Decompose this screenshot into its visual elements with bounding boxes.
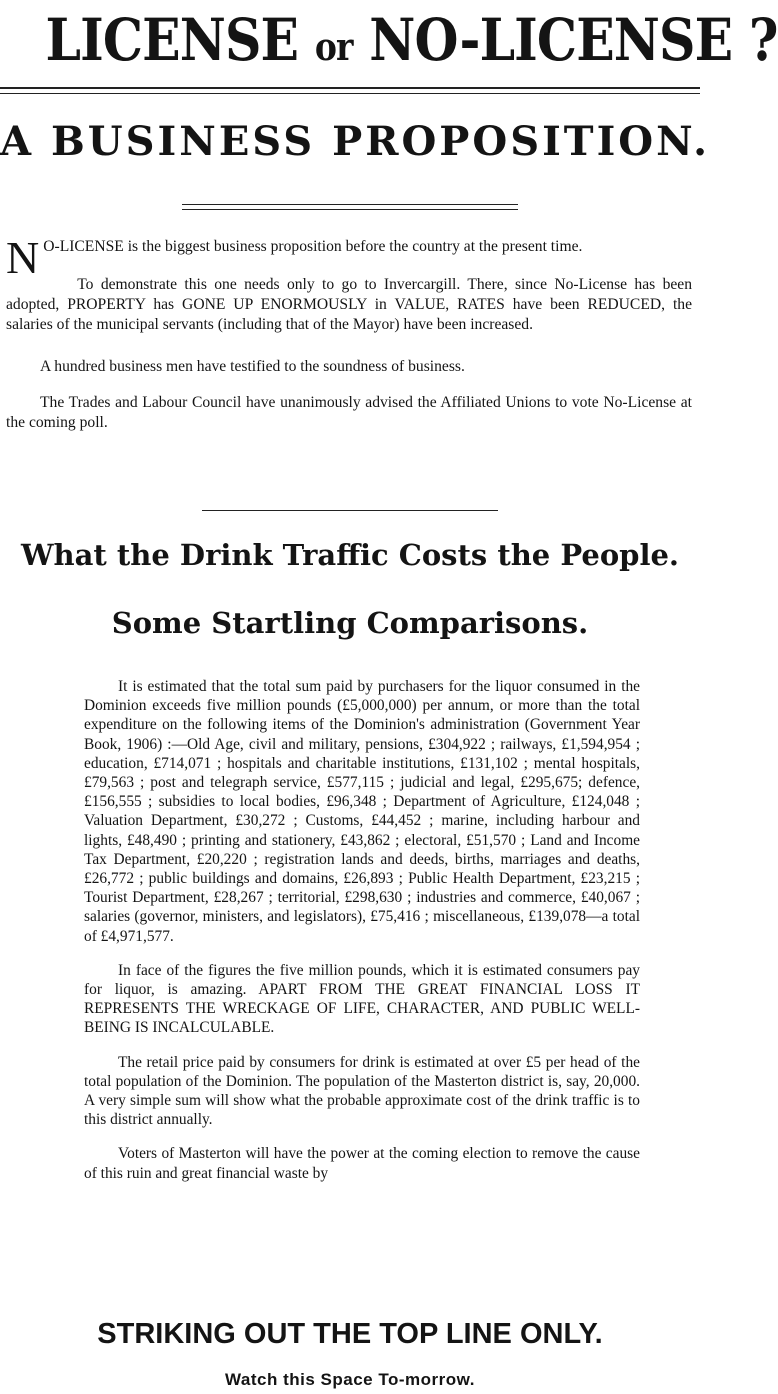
intro-paragraph-3: A hundred business men have testified to the soundness of business. xyxy=(40,358,465,375)
subheadline: A BUSINESS PROPOSITION. xyxy=(0,118,711,165)
headline-or: or xyxy=(314,24,353,69)
body-text xyxy=(84,677,640,1183)
body-paragraph-4: Voters of Masterton will have the power at the coming election to remove the cause of this ruin and great financial waste by xyxy=(84,1145,640,1182)
intro-paragraph-4: The Trades and Labour Council have unanimously advised the Affiliated Unions to vote No-License at the coming poll. xyxy=(6,394,692,431)
intro-paragraph-1 xyxy=(6,232,692,283)
section-divider xyxy=(202,510,498,511)
headline-part2: NO-LICENSE ? xyxy=(369,6,778,74)
body-paragraph-3: The retail price paid by consumers for drink is estimated at over £5 per head of the total population of the Dominion. The population of the Masterton district is, say, 20,000. A very simple sum will show what the probable approximate cost of the drink traffic is to this district annually. xyxy=(84,1053,640,1129)
main-headline xyxy=(45,0,778,80)
drop-cap: N xyxy=(6,232,40,283)
headline-rule-bottom xyxy=(0,93,700,94)
section-subtitle: Some Startling Comparisons. xyxy=(111,606,589,640)
body-paragraph-1: It is estimated that the total sum paid by purchasers for the liquor consumed in the Dominion exceeds five million pounds (£5,000,000) per annum, or more than the total expenditure on the following items of the Dominion's administration (Government Year Book, 1906) :—Old Age, civil and military, pensions, £304,922 ; railways, £1,594,954 ; education, £714,071 ; hospitals and charitable institutions, £131,102 ; mental hospitals, £79,563 ; post and telegraph service, £577,115 ; judicial and legal, £295,675; defence, £156,555 ; subsidies to local bodies, £96,348 ; Department of Agriculture, £124,048 ; Valuation Department, £30,272 ; Customs, £44,452 ; marine, including harbour and lights, £48,490 ; printing and stationery, £43,862 ; electoral, £51,570 ; Land and Income Tax Department, £20,220 ; registration lands and deeds, births, marriages and deaths, £26,772 ; public buildings and domains, £26,893 ; Public Health Department, £23,215 ; Tourist Department, £28,267 ; territorial, £298,630 ; industries and commerce, £40,067 ; salaries (governor, ministers, and legislators), £75,416 ; miscellaneous, £139,078—a total of £4,971,577. xyxy=(84,678,640,945)
intro-p1-text: O-LICENSE is the biggest business proposition before the country at the present time. xyxy=(43,238,583,255)
headline-part1: LICENSE xyxy=(45,6,299,74)
body-paragraph-2: In face of the figures the five million pounds, which it is estimated consumers pay for liquor, is amazing. APART FROM THE GREAT FINANCIAL LOSS IT REPRESENTS THE WRECKAGE OF LIFE, CHARACTER, AND PUBLIC WELL-BEING IS INCALCULABLE. xyxy=(84,961,640,1037)
divider-lower xyxy=(182,209,518,210)
section-title: What the Drink Traffic Costs the People. xyxy=(20,538,680,572)
intro-paragraph-2: To demonstrate this one needs only to go to Invercargill. There, since No-License has been adopted, PROPERTY has GONE UP ENORMOUSLY in VALUE, RATES have been REDUCED, the salaries of the municipal servants (including that of the Mayor) have been increased. xyxy=(6,276,692,333)
divider-upper xyxy=(182,204,518,205)
callout: STRIKING OUT THE TOP LINE ONLY. xyxy=(97,1318,603,1350)
headline-rule-top xyxy=(0,87,700,89)
footer-note: Watch this Space To-morrow. xyxy=(225,1370,475,1389)
intro-text xyxy=(6,232,692,433)
